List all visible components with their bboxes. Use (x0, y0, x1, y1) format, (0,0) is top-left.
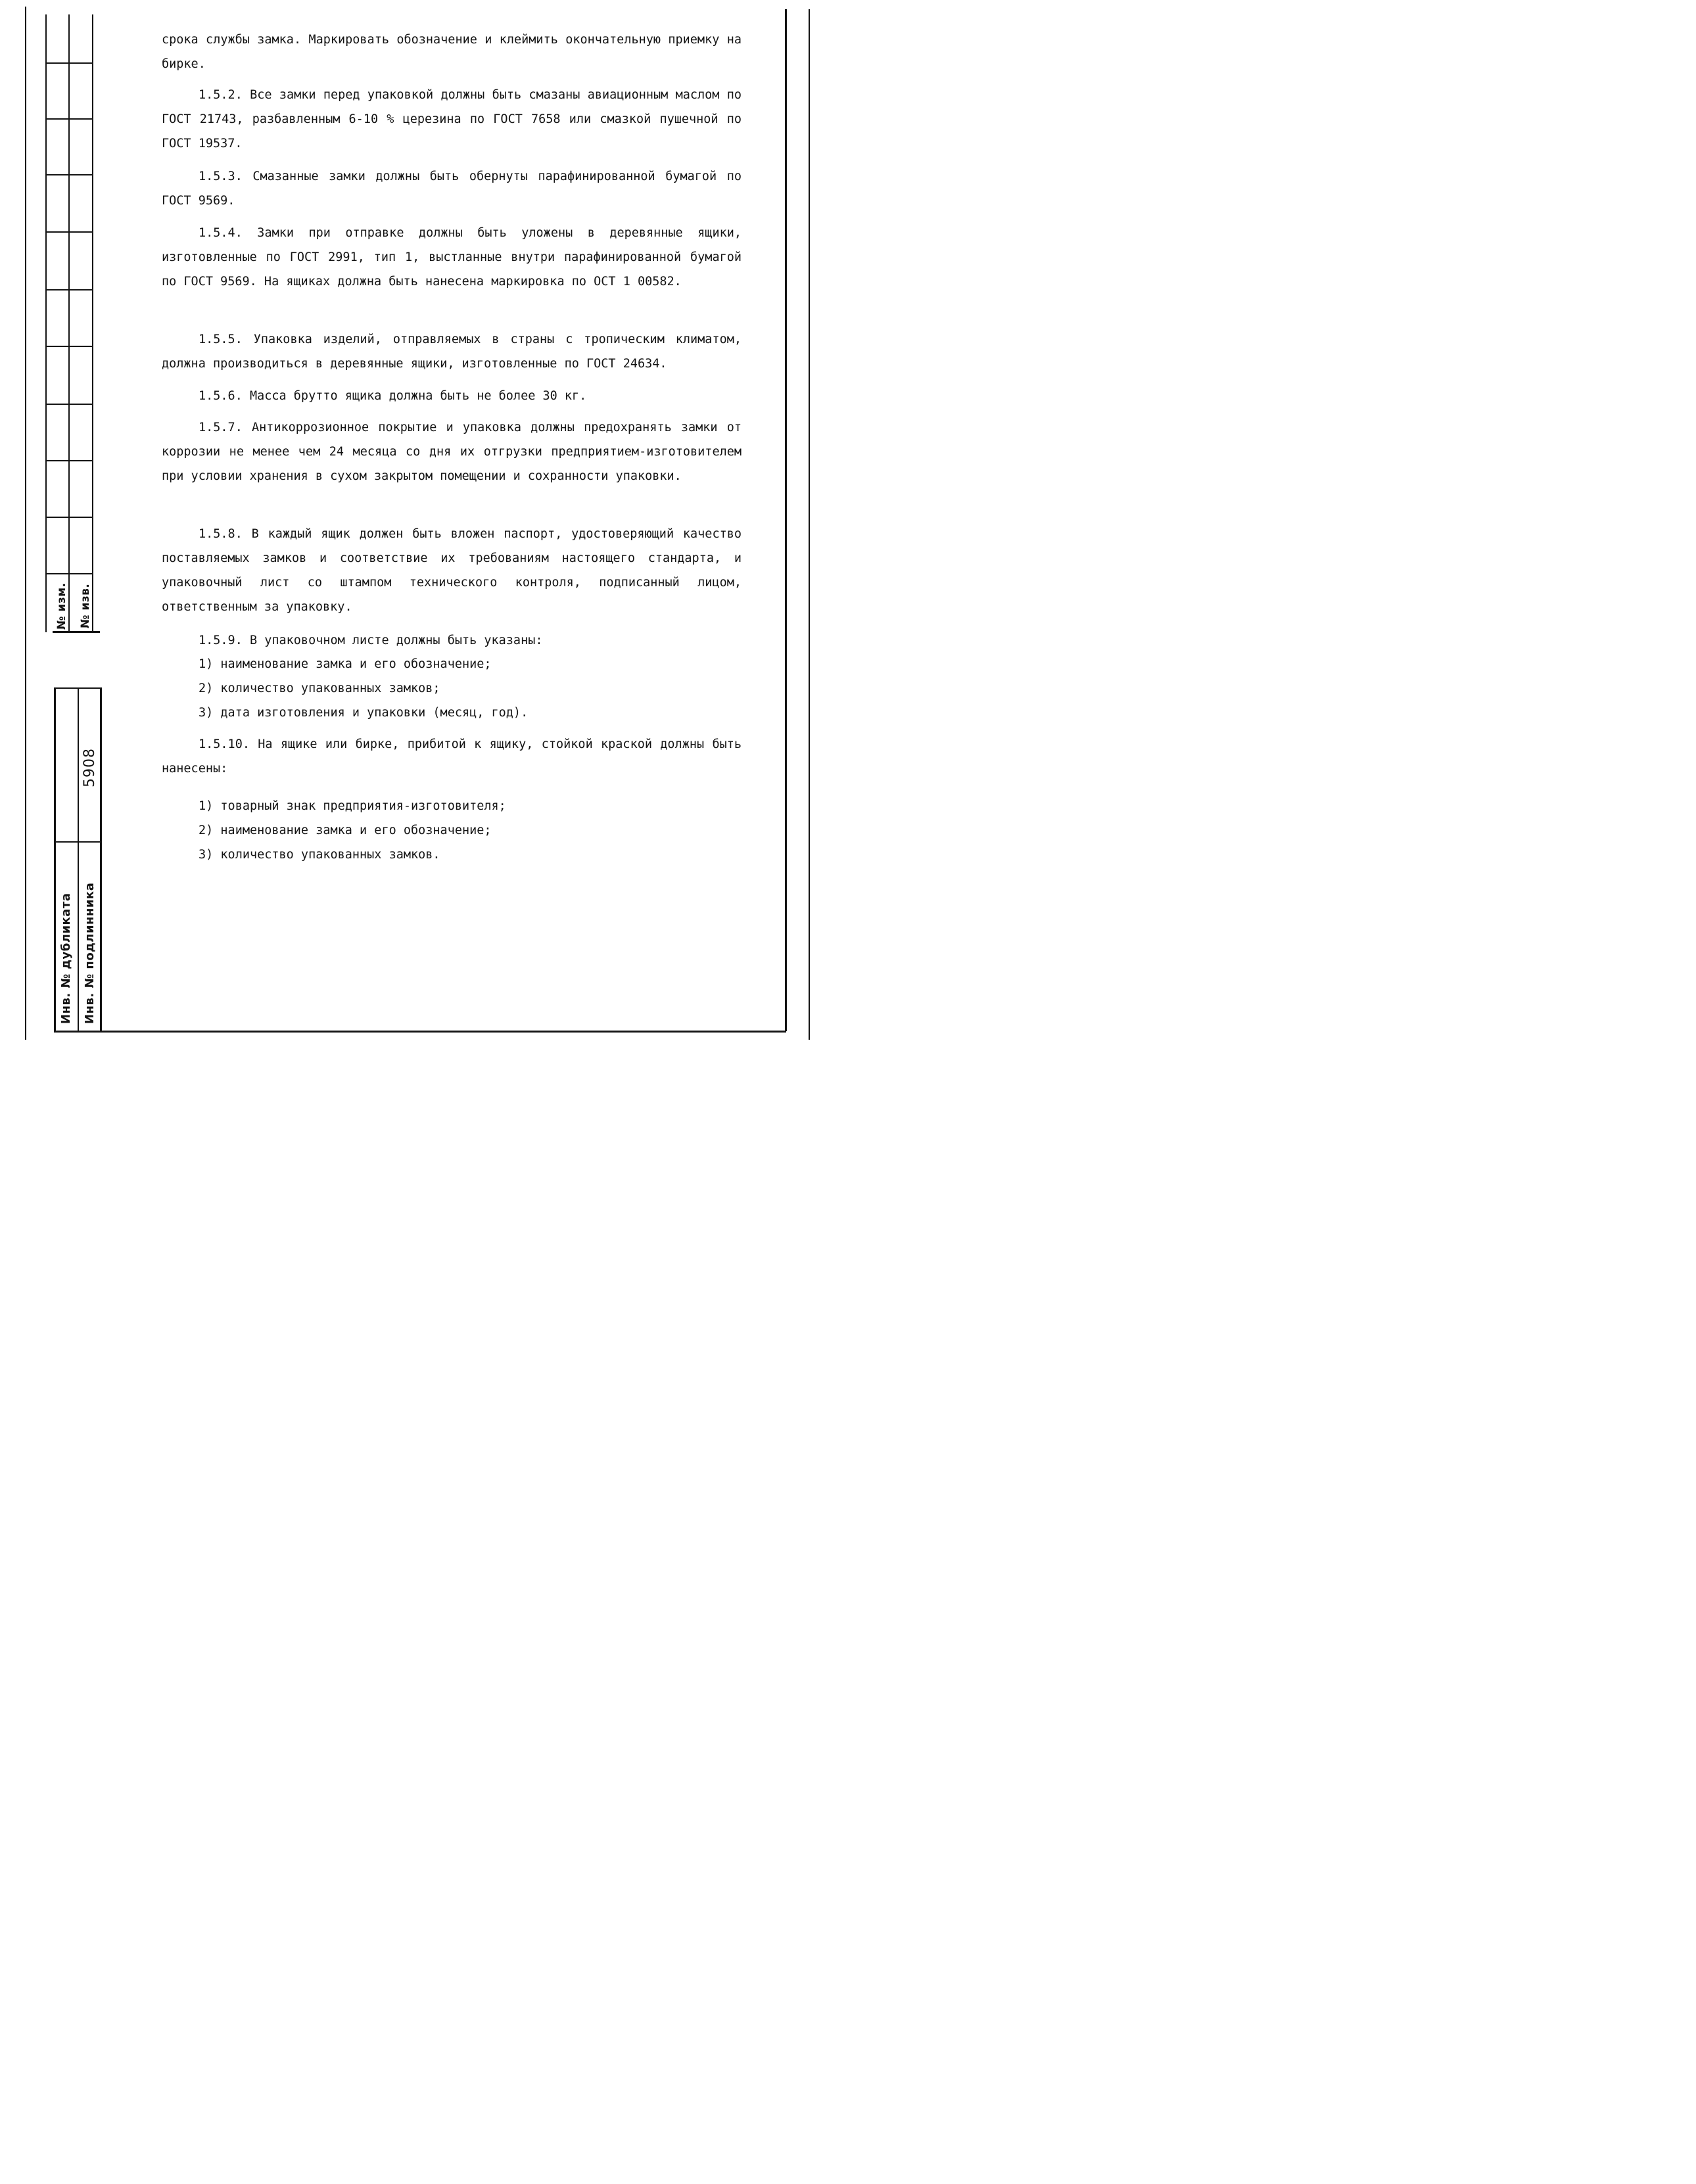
lower-stamp-right-line (100, 687, 102, 1032)
stamp-grid-line (47, 573, 92, 574)
izv-label: № изв. (79, 583, 92, 628)
paragraph-1-5-3: 1.5.3. Смазанные замки должны быть обернуты парафинированной бумагой по ГОСТ 9569. (162, 170, 742, 208)
izm-label: № изм. (55, 582, 68, 630)
paragraph-1-5-2: 1.5.2. Все замки перед упаковкой должны быть смазаны авиационным маслом по ГОСТ 21743, разбавленным 6-10 % церезина по ГОСТ 7658 или смазкой пушечной по ГОСТ 19537. (162, 88, 742, 151)
stamp-grid-line (47, 174, 92, 175)
paragraph-continuation: срока службы замка. Маркировать обозначение и клеймить окончательную приемку на бирке. (162, 33, 742, 71)
paragraph-1-5-10: 1.5.10. На ящике или бирке, прибитой к ящику, стойкой краской должны быть нанесены: (162, 737, 742, 776)
lower-stamp-top-line (54, 687, 100, 689)
stamp-column-line-3 (92, 14, 93, 632)
list-item: 2) количество упакованных замков; (199, 682, 440, 695)
paragraph-1-5-4: 1.5.4. Замки при отправке должны быть уложены в деревянные ящики, изготовленные по ГОСТ 2991, тип 1, выстланные внутри парафинированной бумагой по ГОСТ 9569. На ящиках должна быть нанесена маркировка по ОСТ 1 00582. (162, 226, 742, 289)
document-page (0, 0, 848, 1092)
stamp-grid-line (47, 404, 92, 405)
list-item: 3) количество упакованных замков. (199, 848, 440, 862)
stamp-grid-line (47, 346, 92, 347)
paragraph-1-5-8: 1.5.8. В каждый ящик должен быть вложен паспорт, удостоверяющий качество поставляемых замков и соответствие их требованиям настоящего стандарта, и упаковочный лист со штампом технического контроля, подписанный лицом, ответственным за упаковку. (162, 527, 742, 614)
lower-stamp-mid-line (78, 687, 79, 1032)
duplicate-inventory-label: Инв. № дубликата (59, 893, 73, 1024)
paragraph-1-5-9: 1.5.9. В упаковочном листе должны быть указаны: (199, 634, 543, 647)
stamp-grid-line (47, 118, 92, 120)
stamp-grid-line (47, 460, 92, 461)
stamp-grid-line (47, 231, 92, 233)
stamp-grid-line (47, 62, 92, 64)
stamp-grid-line (47, 289, 92, 290)
list-item: 3) дата изготовления и упаковки (месяц, год). (199, 706, 529, 720)
stamp-grid-line (47, 517, 92, 518)
bottom-border-line (100, 1031, 786, 1033)
left-border-line (25, 7, 26, 1040)
lower-stamp-left-line (54, 687, 56, 1032)
lower-stamp-bottom-line (54, 1031, 100, 1033)
stamp-column-line-1 (45, 14, 47, 632)
paragraph-1-5-7: 1.5.7. Антикоррозионное покрытие и упаковка должны предохранять замки от коррозии не менее чем 24 месяца со дня их отгрузки предприятием-изготовителем при условии хранения в сухом закрытом помещении и сохранности упаковки. (162, 421, 742, 483)
paragraph-1-5-5: 1.5.5. Упаковка изделий, отправляемых в страны с тропическим климатом, должна производиться в деревянные ящики, изготовленные по ГОСТ 24634. (162, 333, 742, 371)
paragraph-1-5-6: 1.5.6. Масса брутто ящика должна быть не более 30 кг. (199, 389, 587, 403)
original-inventory-label: Инв. № подлинника (83, 882, 97, 1024)
lower-stamp-divider (54, 841, 100, 843)
doc-number: 5908 (82, 748, 98, 787)
stamp-column-line-2 (68, 14, 70, 632)
list-item: 2) наименование замка и его обозначение; (199, 824, 492, 837)
list-item: 1) наименование замка и его обозначение; (199, 657, 492, 671)
list-item: 1) товарный знак предприятия-изготовителя; (199, 799, 506, 813)
right-outer-line (809, 9, 810, 1040)
right-border-line (785, 9, 787, 1031)
stamp-grid-line (53, 631, 100, 633)
